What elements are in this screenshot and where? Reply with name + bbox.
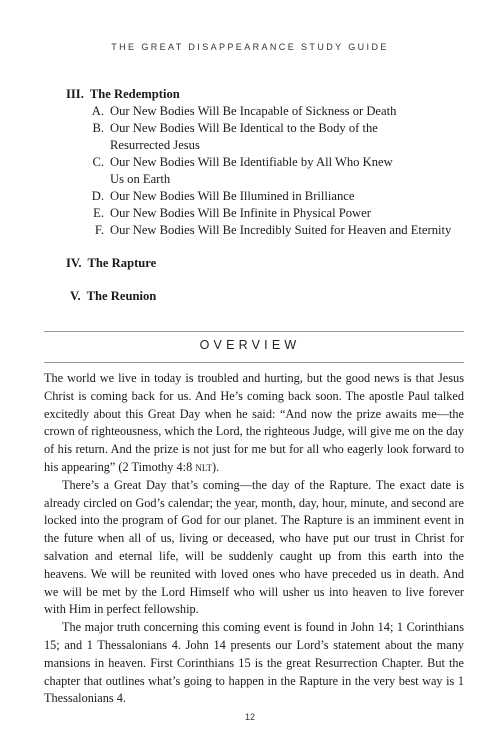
subpoint-letter: A. xyxy=(91,104,104,118)
paragraph-end: ). xyxy=(212,459,220,474)
subpoint-a xyxy=(86,103,466,120)
subpoint-c xyxy=(86,154,466,188)
subpoint-letter: F. xyxy=(94,223,104,237)
outline-section-rapture xyxy=(66,255,466,272)
running-head: THE GREAT DISAPPEARANCE STUDY GUIDE xyxy=(111,42,389,52)
overview-top-rule xyxy=(44,331,464,332)
subpoint-text: Our New Bodies Will Be Identifiable by All Who Knew Us on Earth xyxy=(110,155,393,186)
overview-heading: OVERVIEW xyxy=(199,338,301,352)
overview-bottom-rule xyxy=(44,362,464,363)
overview-paragraph-3: The major truth concerning this coming event is found in John 14; 1 Corinthians 15; and 1 Thessalonians 4. John 14 presents our Lord’s statement about the many mansions in heaven. First Corinthians 15 is the great Resurrection Chapter. But the chapter that outlines what’s going to happen in the Rapture in the very best way is 1 Thessalonians 4. xyxy=(44,620,464,706)
subpoint-d xyxy=(86,188,466,205)
section-numeral: III. xyxy=(66,87,84,101)
section-numeral: IV. xyxy=(66,256,82,270)
section-title: The Rapture xyxy=(87,256,157,270)
subpoint-f xyxy=(86,222,466,239)
overview-paragraph-1 xyxy=(44,370,464,477)
section-numeral: V. xyxy=(70,289,81,303)
subpoint-letter: D. xyxy=(91,189,104,203)
subpoint-letter: B. xyxy=(92,121,104,135)
subpoint-text: Our New Bodies Will Be Incredibly Suited for Heaven and Eternity xyxy=(110,223,452,237)
overview-paragraph-2: There’s a Great Day that’s coming—the day of the Rapture. The exact date is already circled on God’s calendar; the year, month, day, hour, minute, and second are locked into the program of God for our planet. The Rapture is an imminent event in the future when all of us, living or deceased, who have put our trust in Christ for salvation and eternal life, will be suddenly caught up from this earth into the heavens. We will be reunited with loved ones who have preceded us in death. And we will be met by the Lord Himself who will usher us into heaven to live forever with Him in perfect fellowship. xyxy=(44,477,464,617)
overview-body xyxy=(44,370,464,708)
bible-version-abbrev: nlt xyxy=(195,459,212,474)
subpoint-text: Our New Bodies Will Be Incapable of Sickness or Death xyxy=(110,104,397,118)
subpoint-text: Our New Bodies Will Be Infinite in Physical Power xyxy=(110,206,371,220)
subpoint-e xyxy=(86,205,466,222)
page-number: 12 xyxy=(244,712,255,722)
outline-section-redemption xyxy=(66,86,466,103)
section-title: The Reunion xyxy=(86,289,157,303)
subpoint-letter: C. xyxy=(92,155,104,169)
outline-section-reunion xyxy=(70,288,466,305)
paragraph-text: The world we live in today is troubled and hurting, but the good news is that Jesus Christ is coming back for us. And He’s coming back soon. The apostle Paul talked excitedly about this Great Day when he said: “And now the prize awaits me—the crown of righteousness, which the Lord, the righteous Judge, will give me on the day of his return. And the prize is not just for me but for all who eagerly look forward to his appearing” (2 Timothy 4:8 xyxy=(44,371,464,474)
study-outline xyxy=(66,86,466,305)
subpoint-letter: E. xyxy=(93,206,104,220)
subpoint-text: Our New Bodies Will Be Illumined in Brilliance xyxy=(110,189,355,203)
subpoint-b xyxy=(86,120,466,154)
subpoint-text: Our New Bodies Will Be Identical to the Body of the Resurrected Jesus xyxy=(110,121,378,152)
section-title: The Redemption xyxy=(89,87,180,101)
redemption-subpoints xyxy=(66,103,466,239)
